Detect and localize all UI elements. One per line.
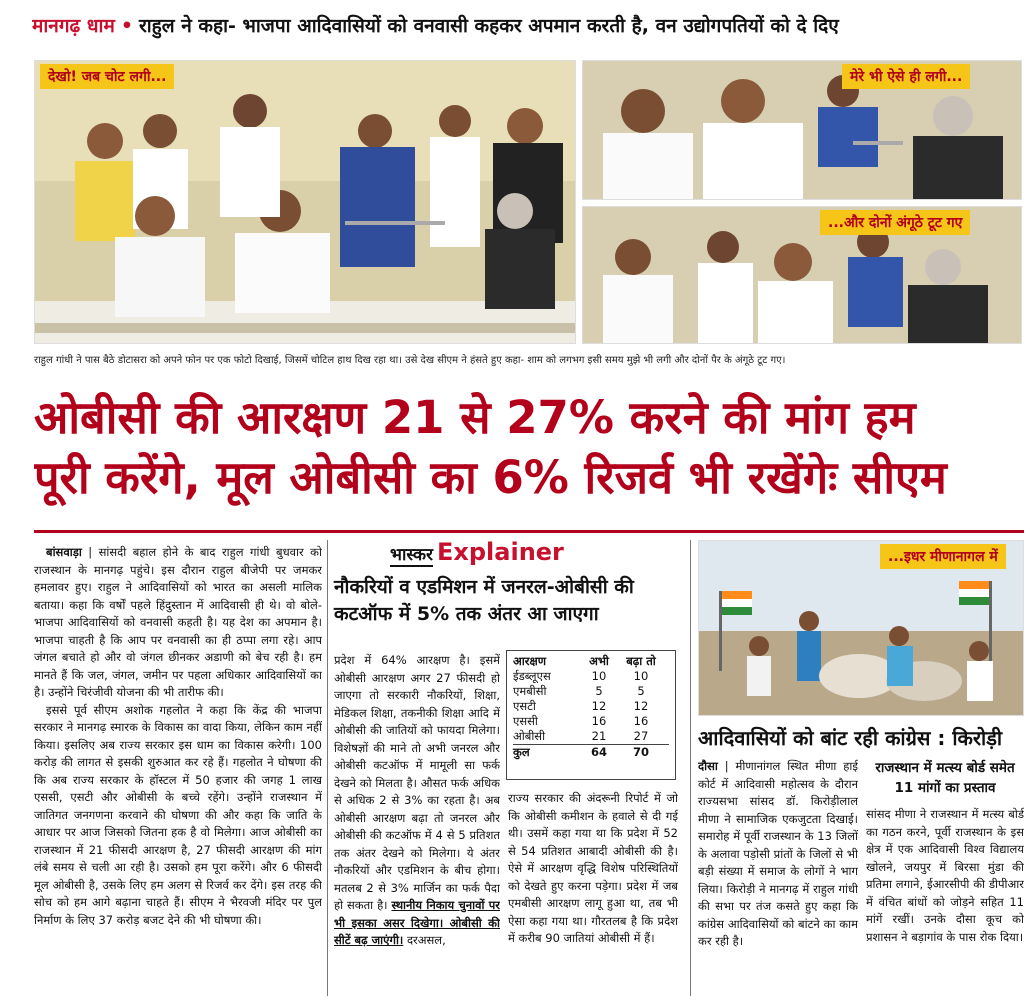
table-header-cell: आरक्षण xyxy=(513,654,547,668)
headline-rule xyxy=(34,530,1024,533)
table-row xyxy=(513,684,669,699)
table-cell: 10 xyxy=(591,669,607,683)
side-headline: आदिवासियों को बांट रही कांग्रेस : किरोड़ी xyxy=(698,726,1003,750)
table-cell: 12 xyxy=(633,699,649,713)
table-cell: 5 xyxy=(637,684,645,698)
column-divider-2 xyxy=(690,540,691,996)
table-total-row xyxy=(513,744,669,759)
headline-line-2: पूरी करेंगे, मूल ओबीसी का 6% रिजर्व भी रखेंगेः सीएम xyxy=(34,451,947,504)
table-cell: एसटी xyxy=(513,699,536,713)
table-row xyxy=(513,699,669,714)
table-cell: 16 xyxy=(633,714,649,728)
bottom-right-photo-tag: ...और दोनों अंगूठे टूट गए xyxy=(820,210,970,235)
explainer-label: Explainer xyxy=(436,538,564,566)
table-row xyxy=(513,714,669,729)
side-text-2: सांसद मीणा ने राजस्थान में मत्स्य बोर्ड का गठन करने, पूर्वी राजस्थान के इस क्षेत्र में एक आदिवासी विश्व विद्यालय खोलने, जयपुर में बिरसा मुंडा की प्रतिमा लगाने, ईआरसीपी की डीपीआर में वंचित बांधों को जोड़ने सहित 11 मांगें रखीं। उनके दौसा कूच को प्रशासन ने बड़ागांव के पास रोक दिया। xyxy=(866,807,1024,944)
table-cell: ईडब्लूएस xyxy=(513,669,551,683)
explainer-col1-end: दरअसल, xyxy=(406,933,446,947)
kicker-line xyxy=(32,12,1022,48)
side-subhead: राजस्थान में मत्स्य बोर्ड समेत 11 मांगों का प्रस्ताव xyxy=(875,760,1015,796)
table-cell: 10 xyxy=(633,669,649,683)
table-cell: एमबीसी xyxy=(513,684,547,698)
explainer-brand-name: भास्कर xyxy=(390,545,433,565)
kicker-dot: • xyxy=(120,15,133,37)
explainer-title: नौकरियों व एडमिशन में जनरल-ओबीसी की कटऑफ में 5% तक अंतर आ जाएगा xyxy=(334,576,634,625)
table-total-cell: 70 xyxy=(632,745,649,759)
explainer-column-1 xyxy=(334,652,500,996)
table-row xyxy=(513,729,669,744)
story-p1-text: सांसदी बहाल होने के बाद राहुल गांधी बुधवार को राजस्थान के मानगढ़ पहुंचे। इस दौरान राहुल बीजेपी पर जमकर हमलावर हुए। राहुल ने आदिवासियों को भारत का असली मालिक बताया। कहा कि वर्षों पहले हिंदुस्तान में आदिवासी ही थे। वो बोले- भाजपा आदिवासियों को वनवासी कहती है। यह देश का अपमान है। भाजपा चाहती है कि आप पर वनवासी का ही ठप्पा लगा रहे। आप जंगल बचाते हो और वो जंगल छीनकर अडाणी को बेच रही है। हम मानते हैं कि जल, जंगल, जमीन पर पहला अधिकार आदिवासियों का है। उन्होंने चिरंजीवी योजना की भी तारीफ की। xyxy=(34,545,322,699)
kicker-place: मानगढ़ धाम xyxy=(32,15,115,37)
side-text-1: मीणानांगल स्थित मीणा हाई कोर्ट में आदिवासी महोत्सव के दौरान राज्यसभा सांसद डॉ. किरोड़ीलाल मीणा ने सामाजिक एकजुटता दिखाई। समारोह में पूर्वी राजस्थान के 13 जिलों के अलावा पड़ोसी प्रांतों के जिलों से भी बड़ी संख्या में समाज के लोगों ने भाग लिया। किरोड़ी ने मानगढ़ में राहुल गांधी की सभा पर तंज कसते हुए कहा कि कांग्रेस आदिवासियों को बांटने का काम कर रही है। xyxy=(698,759,858,948)
reservation-table xyxy=(506,650,676,780)
story-paragraph-2: इससे पूर्व सीएम अशोक गहलोत ने कहा कि केंद्र की भाजपा सरकार ने मानगढ़ स्मारक के विकास का वादा किया, लेकिन काम नहीं किया। इसलिए अब राज्य सरकार इस धाम का विकास करेगी। 100 करोड़ की लागत से इसकी शुरुआत कर रहे हैं। गहलोत ने घोषणा की कि अब राज्य सरकार के हॉस्टल में 50 हजार की जगह 1 लाख एससी, एसटी और ओबीसी के बच्चे रहेंगे। उन्होंने राजस्थान में जातिगत जनगणना करवाने की घोषणा की और कहा कि जाति के आधार पर आज जिसको जितना हक है वो मिलेगा। आज ओबीसी का राजस्थान में 21 फीसदी आरक्षण है, 27 फीसदी आरक्षण की मांग लंबे समय से चली आ रही है। उसको हम पूरा करेंगे। और 6 फीसदी मूल ओबीसी है, उसके लिए हम अलग से रिजर्व कर देंगे। इस तरह की सोच को हम आगे बढ़ाना चाहते हैं। सीएम ने भैरवजी मंदिर पर पुल निर्माण के लिए 37 करोड़ बजट देने की भी घोषणा की। xyxy=(34,702,322,927)
table-cell: 5 xyxy=(595,684,603,698)
side-column-1: दौसा | मीणानांगल स्थित मीणा हाई कोर्ट में आदिवासी महोत्सव के दौरान राज्यसभा सांसद डॉ. किरोड़ीलाल मीणा ने सामाजिक एकजुटता दिखाई। समारोह में पूर्वी राजस्थान के 13 जिलों के अलावा पड़ोसी प्रांतों के जिलों से भी बड़ी संख्या में समाज के लोगों ने भाग लिया। किरोड़ी ने मानगढ़ में राहुल गांधी की सभा पर तंज कसते हुए कहा कि कांग्रेस आदिवासियों को बांटने का काम कर रही है। xyxy=(698,759,858,948)
photo-caption: राहुल गांधी ने पास बैठे डोटासरा को अपने फोन पर एक फोटो दिखाई, जिसमें चोटिल हाथ दिख रहा था। उसे देख सीएम ने हंसते हुए कहा- शाम को लगभग इसी समय मुझे भी लगी और दोनों पैर के अंगूठे टूट गए। xyxy=(34,355,786,366)
main-photo xyxy=(34,60,576,344)
headline-line-1: ओबीसी की आरक्षण 21 से 27% करने की मांग हम xyxy=(34,391,916,444)
table-cell: 16 xyxy=(591,714,607,728)
explainer-col2-text: राज्य सरकार की अंदरूनी रिपोर्ट में जो कि ओबीसी कमीशन के हवाले से दी गई थी। उसमें कहा गया था कि प्रदेश में 52 से 54 प्रतिशत आबादी ओबीसी की है। ऐसे में आरक्षण वृद्धि विशेष परिस्थितियों को देखते हुए करना पड़ेगा। प्रदेश में जब एमबीसी आरक्षण लागू हुआ था, तब भी ऐसा कहा गया था। गौरतलब है कि प्रदेश में करीब 90 जातियां ओबीसी में हैं। xyxy=(508,791,678,945)
kicker-text: राहुल ने कहा- भाजपा आदिवासियों को वनवासी कहकर अपमान करती है, वन उद्योगपतियों को दे दिए xyxy=(138,15,839,37)
story-column xyxy=(34,544,322,994)
table-cell: 12 xyxy=(591,699,607,713)
table-total-cell: 64 xyxy=(590,745,607,759)
explainer-col1-text: प्रदेश में 64% आरक्षण है। इसमें ओबीसी आरक्षण अगर 27 फीसदी हो जाएगा तो सरकारी नौकरियों, शिक्षा, मेडिकल शिक्षा, तकनीकी शिक्षा आदि में ओबीसी की जातियों को फायदा मिलेगा। विशेषज्ञों की माने तो अभी जनरल और ओबीसी कटऑफ में मामूली सा फर्क देखने को मिलता है। औसत फर्क अधिक से अधिक 2 से 3% का रहता है। अब ओबीसी आरक्षण बढ़ा तो जनरल और ओबीसी की कटऑफ में 4 से 5 प्रतिशत तक अंतर देखने को मिलेगा। ये अंतर नौकरियों और एडमिशन के बीच होगा। मतलब 2 से 3% मार्जिन का फर्क पैदा हो सकता है। xyxy=(334,653,500,912)
side-dateline: दौसा xyxy=(698,759,718,773)
table-row xyxy=(513,669,669,684)
table-total-cell: कुल xyxy=(513,745,530,759)
explainer-col1-bold: स्थानीय निकाय चुनावों पर भी इसका असर दिखेगा। ओबीसी की सीटें बढ़ जाएंगी। xyxy=(334,898,500,947)
table-cell: एससी xyxy=(513,714,538,728)
table-header-row xyxy=(513,654,669,669)
table-header-cell: बढ़ा तो xyxy=(626,654,656,668)
explainer-column-2 xyxy=(508,790,678,996)
side-column-2 xyxy=(866,806,1024,996)
story-dateline: बांसवाड़ा xyxy=(46,545,82,559)
table-cell: 27 xyxy=(633,729,649,743)
table-header-cell: अभी xyxy=(589,654,609,668)
side-photo-tag: ...इधर मीणानागल में xyxy=(880,544,1006,569)
main-headline xyxy=(34,388,1022,508)
table-cell: ओबीसी xyxy=(513,729,546,743)
story-paragraph-1: बांसवाड़ा | सांसदी बहाल होने के बाद राहुल गांधी बुधवार को राजस्थान के मानगढ़ पहुंचे। इस दौरान राहुल बीजेपी पर जमकर हमलावर हुए। राहुल ने आदिवासियों को भारत का असली मालिक बताया। कहा कि वर्षों पहले हिंदुस्तान में आदिवासी ही थे। वो बोले- भाजपा आदिवासियों को वनवासी कहती है। यह देश का अपमान है। भाजपा चाहती है कि आप पर वनवासी का ही ठप्पा लगा रहे। आप जंगल बचाते हो और वो जंगल छीनकर अडाणी को बेच रही है। हम मानते हैं कि जल, जंगल, जमीन पर पहला अधिकार आदिवासियों का है। उन्होंने चिरंजीवी योजना की भी तारीफ की। xyxy=(34,545,322,699)
explainer-brand xyxy=(390,538,630,574)
column-divider-1 xyxy=(327,540,328,996)
table-cell: 21 xyxy=(591,729,607,743)
top-right-photo-tag: मेरे भी ऐसे ही लगी... xyxy=(842,64,970,89)
main-photo-tag: देखो! जब चोट लगी... xyxy=(40,64,174,89)
